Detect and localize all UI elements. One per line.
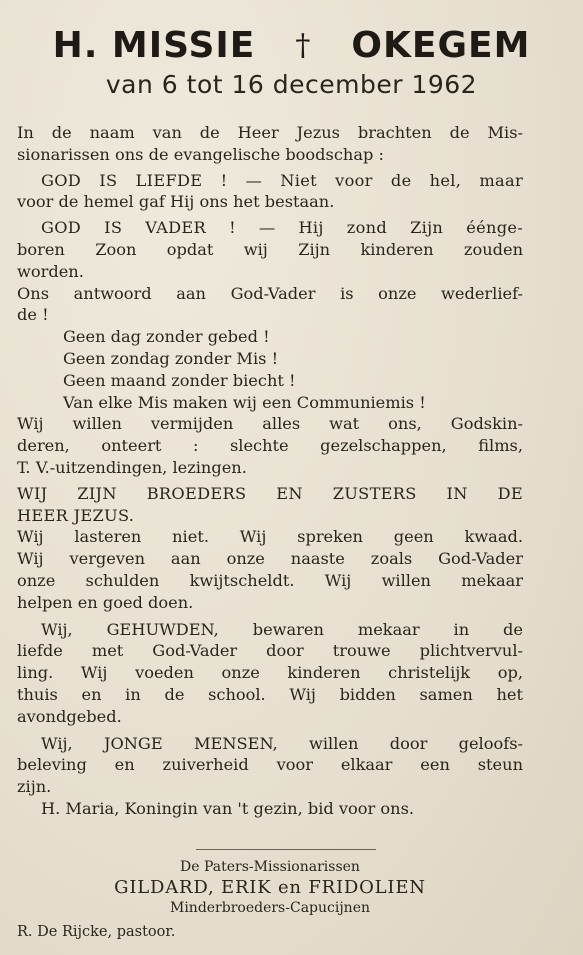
text-line: Van elke Mis maken wij een Communiemis ! (63, 392, 426, 412)
text-line: sionarissen ons de evangelische boodschap : (17, 144, 384, 164)
footer-line-1: De Paters-Missionarissen (180, 859, 360, 875)
text-line: Wij lasteren niet. Wij spreken geen kwaad. (17, 527, 523, 547)
text-line: T. V.-uitzendingen, lezingen. (17, 457, 247, 477)
footer-line-3: Minderbroeders-Capucijnen (169, 900, 370, 916)
text-line: Geen dag zonder gebed ! (63, 327, 270, 347)
text-line: zijn. (17, 777, 52, 797)
text-line: deren, onteert : slechte gezelschappen, films, (17, 436, 523, 456)
signature: R. De Rijcke, pastoor. (17, 924, 176, 940)
text-line: ling. Wij voeden onze kinderen christelijk op, (17, 663, 523, 683)
text-line: Wij willen vermijden alles wat ons, Godskin- (17, 414, 523, 434)
text-line: Wij vergeven aan onze naaste zoals God-Vader (17, 549, 523, 569)
text-line: Wij, JONGE MENSEN, willen door geloofs- (41, 733, 523, 753)
title-left: H. MISSIE (52, 25, 256, 66)
text-line: GOD IS LIEFDE ! — Niet voor de hel, maar (41, 170, 523, 190)
body-text (17, 122, 523, 820)
text-line: helpen en goed doen. (17, 592, 194, 612)
text-line: H. Maria, Koningin van 't gezin, bid voor ons. (41, 798, 415, 818)
text-line: Wij, GEHUWDEN, bewaren mekaar in de (41, 619, 523, 639)
subtitle: van 6 tot 16 december 1962 (105, 70, 478, 99)
text-line: boren Zoon opdat wij Zijn kinderen zouden (17, 239, 523, 259)
text-line: In de naam van de Heer Jezus brachten de Mis- (17, 123, 523, 142)
text-line: thuis en in de school. Wij bidden samen het (17, 684, 523, 704)
text-line: beleving en zuiverheid voor elkaar een steun (17, 755, 523, 775)
header (0, 0, 583, 99)
text-line: voor de hemel gaf Hij ons het bestaan. (17, 192, 335, 212)
text-line: HEER JEZUS. (17, 505, 135, 525)
text-line: Ons antwoord aan God-Vader is onze wederlief- (17, 283, 523, 303)
footer (17, 858, 523, 942)
cross-icon: † (295, 28, 312, 63)
text-line: WIJ ZIJN BROEDERS EN ZUSTERS IN DE (17, 483, 523, 503)
text-line: Geen zondag zonder Mis ! (63, 348, 279, 368)
footer-line-2: GILDARD, ERIK en FRIDOLIEN (114, 877, 426, 898)
title-right: OKEGEM (351, 25, 531, 66)
text-line: avondgebed. (17, 706, 122, 726)
title-row (0, 25, 583, 66)
text-line: GOD IS VADER ! — Hij zond Zijn éénge- (41, 218, 523, 238)
text-line: de ! (17, 305, 49, 325)
divider (196, 849, 376, 850)
text-line: worden. (17, 261, 84, 281)
text-line: Geen maand zonder biecht ! (63, 370, 296, 390)
text-line: onze schulden kwijtscheldt. Wij willen mekaar (17, 570, 523, 590)
text-line: liefde met God-Vader door trouwe plichtvervul- (17, 641, 523, 661)
